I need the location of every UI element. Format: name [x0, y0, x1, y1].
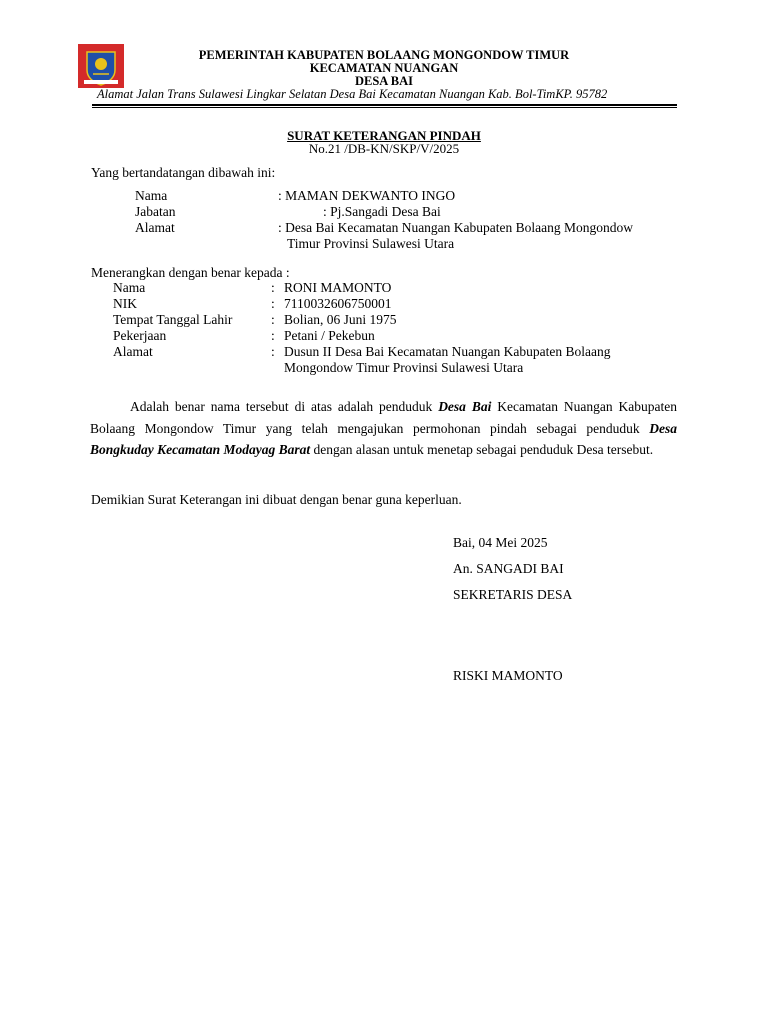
- subject-row-label: Alamat: [113, 344, 153, 359]
- closing-statement: Demikian Surat Keterangan ini dibuat dengan benar guna keperluan.: [91, 492, 462, 507]
- body-paragraph: [90, 396, 677, 461]
- intro-text: Yang bertandatangan dibawah ini:: [91, 165, 276, 180]
- subject-address-line2: Mongondow Timur Provinsi Sulawesi Utara: [284, 360, 524, 375]
- document-number: No.21 /DB-KN/SKP/V/2025: [308, 141, 460, 156]
- letterhead-regency: PEMERINTAH KABUPATEN BOLAANG MONGONDOW TIMUR: [198, 48, 570, 62]
- subject-row-value: 7110032606750001: [284, 296, 392, 311]
- signer-position-value: : Pj.Sangadi Desa Bai: [323, 204, 441, 219]
- signature-on-behalf: An. SANGADI BAI: [453, 561, 564, 576]
- signer-address-value: : Desa Bai Kecamatan Nuangan Kabupaten Bolaang Mongondow: [278, 220, 634, 235]
- subject-intro: Menerangkan dengan benar kepada :: [91, 265, 290, 280]
- signer-name-value: : MAMAN DEKWANTO INGO: [278, 188, 456, 203]
- subject-row-value: Petani / Pekebun: [284, 328, 375, 343]
- body-text: dengan alasan untuk menetap sebagai penduduk Desa tersebut.: [310, 442, 654, 457]
- subject-row-value: Bolian, 06 Juni 1975: [284, 312, 397, 327]
- signature-position: SEKRETARIS DESA: [453, 587, 573, 602]
- body-text: Kecamatan Nuangan Kabupaten Bolaang Mongondow Timur yang telah mengajukan permohonan pindah sebagai penduduk: [90, 399, 678, 436]
- signer-name-label: Nama: [135, 188, 168, 203]
- subject-row-colon: :: [271, 296, 275, 311]
- letterhead-divider-thin: [92, 107, 677, 108]
- subject-row-label: NIK: [113, 296, 137, 311]
- subject-row-value: Dusun II Desa Bai Kecamatan Nuangan Kabupaten Bolaang: [284, 344, 611, 359]
- body-emphasis-origin-village: Desa Bai: [438, 399, 492, 414]
- letterhead-district: KECAMATAN NUANGAN: [309, 61, 459, 75]
- signature-place-date: Bai, 04 Mei 2025: [453, 535, 548, 550]
- subject-row-colon: :: [271, 312, 275, 327]
- signer-position-label: Jabatan: [135, 204, 176, 219]
- signer-address-value-line2: Timur Provinsi Sulawesi Utara: [287, 236, 455, 251]
- signer-address-label: Alamat: [135, 220, 175, 235]
- subject-row-colon: :: [271, 344, 275, 359]
- subject-row-label: Tempat Tanggal Lahir: [113, 312, 233, 327]
- subject-row-colon: :: [271, 280, 275, 295]
- letterhead-village: DESA BAI: [354, 74, 413, 88]
- letterhead-divider: [92, 104, 677, 106]
- letterhead-address: Alamat Jalan Trans Sulawesi Lingkar Selatan Desa Bai Kecamatan Nuangan Kab. Bol-TimKP. 95782: [97, 87, 608, 101]
- subject-row-colon: :: [271, 328, 275, 343]
- subject-row-value: RONI MAMONTO: [284, 280, 392, 295]
- document-title: SURAT KETERANGAN PINDAH: [287, 128, 481, 143]
- body-emphasis-destination: Desa Bongkuday Kecamatan Modayag Barat: [90, 420, 677, 457]
- body-text: Adalah benar nama tersebut di atas adalah penduduk: [130, 399, 439, 414]
- signature-name: RISKI MAMONTO: [453, 668, 563, 683]
- subject-row-label: Pekerjaan: [113, 328, 167, 343]
- subject-row-label: Nama: [113, 280, 146, 295]
